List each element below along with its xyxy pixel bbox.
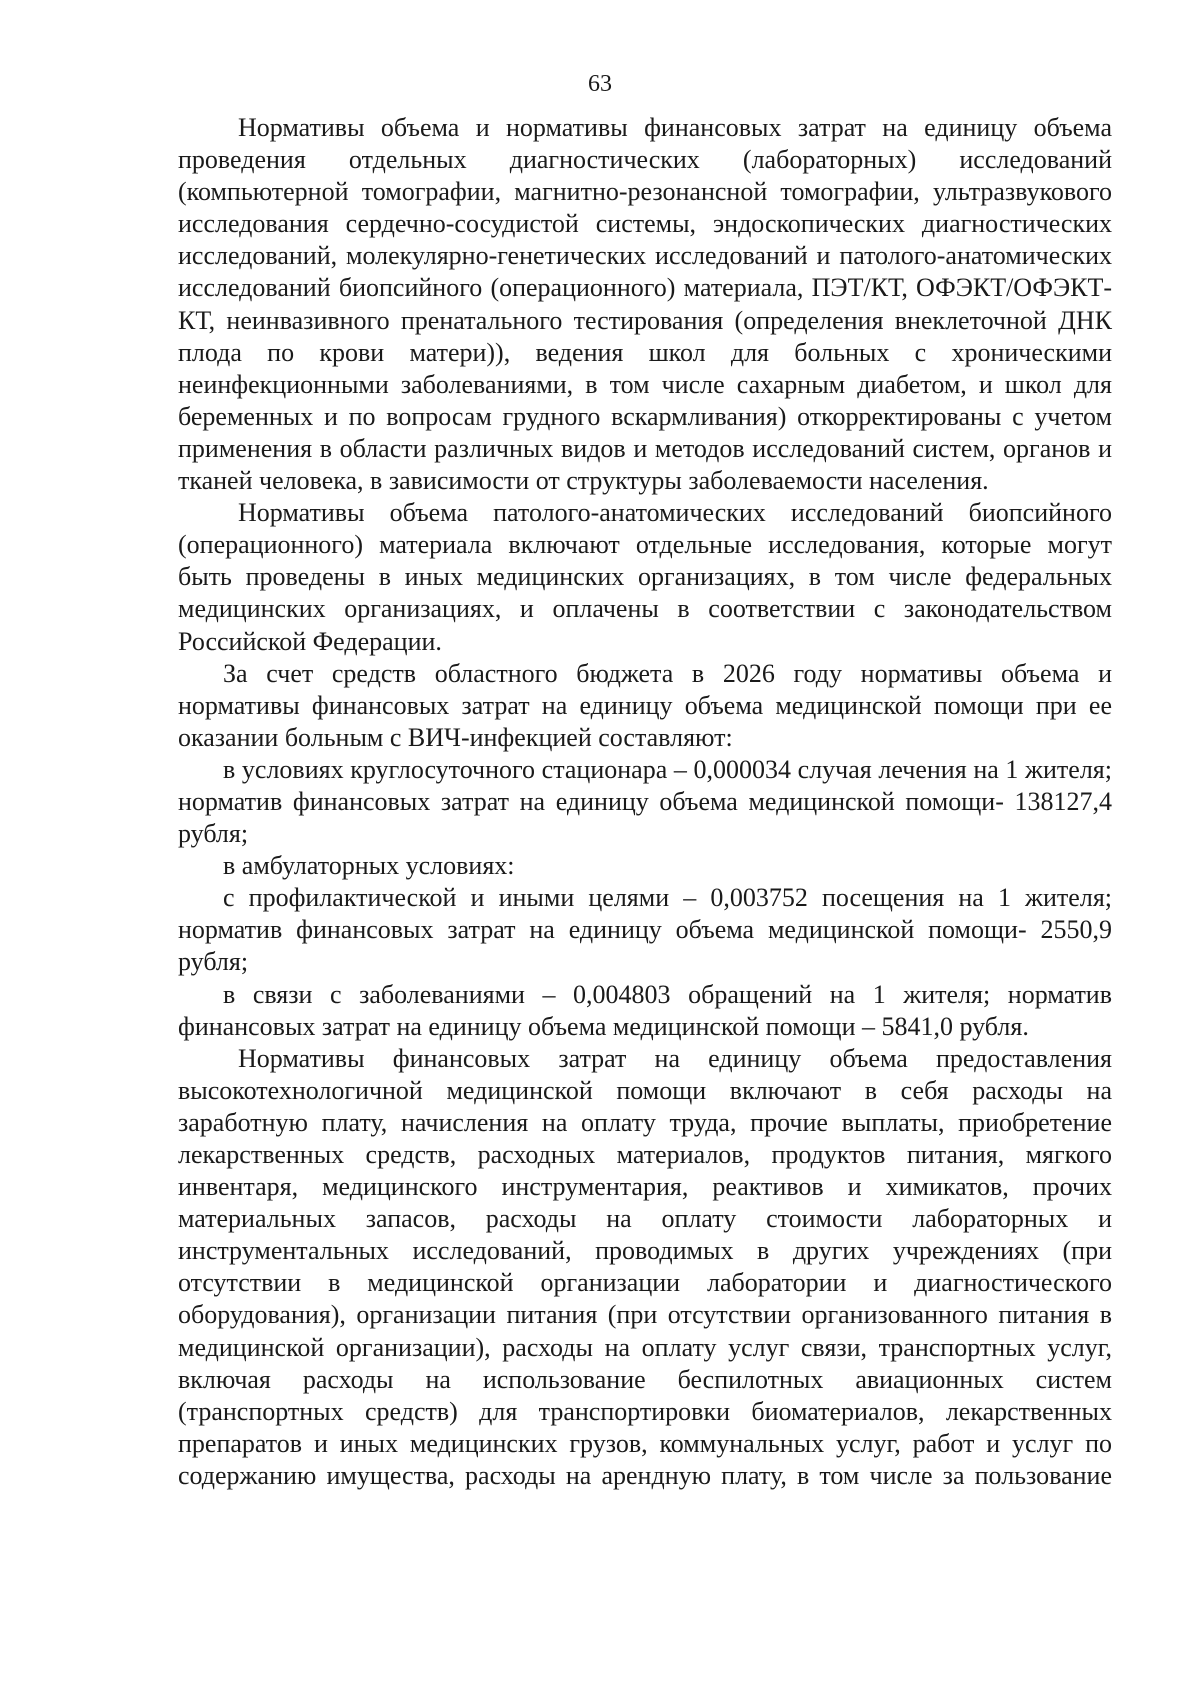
paragraph-hiv-inpatient: в условиях круглосуточного стационара – 0,000034 случая лечения на 1 жителя; норматив финансовых затрат на единицу объема медицинской помощи- 138127,4 рубля; bbox=[178, 754, 1112, 849]
paragraph-hiv-intro: За счет средств областного бюджета в 2026 году нормативы объема и нормативы финансовых затрат на единицу объема медицинской помощи при ее оказании больным с ВИЧ-инфекцией составляют: bbox=[178, 658, 1112, 752]
document-body bbox=[178, 112, 1112, 1492]
paragraph-pathology-norms: Нормативы объема патолого-анатомических исследований биопсийного (операционного) материала включают отдельные исследования, которые могут быть проведены в иных медицинских организациях, в том числе федеральных медицинских организациях, и оплачены в соответствии с законодательством Российской Федерации. bbox=[178, 498, 1112, 656]
paragraph-hiv-disease: в связи с заболеваниями – 0,004803 обращений на 1 жителя; норматив финансовых затрат на единицу объема медицинской помощи – 5841,0 рубля. bbox=[178, 979, 1112, 1041]
paragraph-hiv-preventive: с профилактической и иными целями – 0,003752 посещения на 1 жителя; норматив финансовых затрат на единицу объема медицинской помощи- 2550,9 рубля; bbox=[178, 883, 1112, 977]
paragraph-hiv-outpatient: в амбулаторных условиях: bbox=[223, 851, 515, 881]
paragraph-high-tech-care: Нормативы финансовых затрат на единицу объема предоставления высокотехнологичной медицинской помощи включают в себя расходы на заработную плату, начисления на оплату труда, прочие выплаты, приобретение лекарственных средств, расходных материалов, продуктов питания, мягкого инвентаря, медицинского инструментария, реактивов и химикатов, прочих материальных запасов, расходы на оплату стоимости лабораторных и инструментальных исследований, проводимых в других учреждениях (при отсутствии в медицинской организации лаборатории и диагностического оборудования), организации питания (при отсутствии организованного питания в медицинской организации), расходы на оплату услуг связи, транспортных услуг, включая расходы на использование беспилотных авиационных систем (транспортных средств) для транспортировки биоматериалов, лекарственных препаратов и иных медицинских грузов, коммунальных услуг, работ и услуг по содержанию имущества, расходы на арендную плату, в том числе за пользование bbox=[178, 1043, 1112, 1490]
page-number: 63 bbox=[588, 71, 612, 97]
paragraph-diagnostic-norms: Нормативы объема и нормативы финансовых затрат на единицу объема проведения отдельных диагностических (лабораторных) исследований (компьютерной томографии, магнитно-резонансной томографии, ультразвукового исследования сердечно-сосудистой системы, эндоскопических диагностических исследований, молекулярно-генетических исследований и патолого-анатомических исследований биопсийного (операционного) материала, ПЭТ/КТ, ОФЭКТ/ОФЭКТ-КТ, неинвазивного пренатального тестирования (определения внеклеточной ДНК плода по крови матери)), ведения школ для больных с хроническими неинфекционными заболеваниями, в том числе сахарным диабетом, и школ для беременных и по вопросам грудного вскармливания) откорректированы с учетом применения в области различных видов и методов исследований систем, органов и тканей человека, в зависимости от структуры заболеваемости населения. bbox=[178, 113, 1112, 496]
